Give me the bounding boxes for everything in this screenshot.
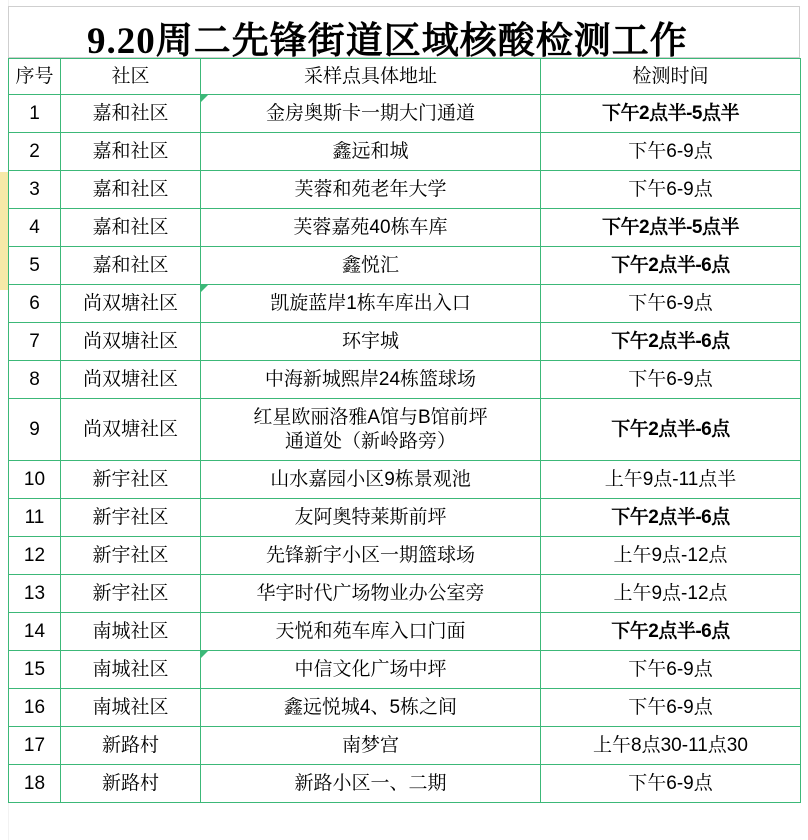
- column-header-address: 采样点具体地址: [201, 59, 541, 95]
- table-row: [9, 537, 801, 575]
- table-row: [9, 133, 801, 171]
- cell-no[interactable]: 12: [9, 537, 61, 575]
- cell-time[interactable]: 上午9点-12点: [541, 537, 801, 575]
- cell-time[interactable]: 上午8点30-11点30: [541, 727, 801, 765]
- cell-time[interactable]: 上午9点-12点: [541, 575, 801, 613]
- cell-community[interactable]: 嘉和社区: [61, 171, 201, 209]
- cell-no[interactable]: 7: [9, 323, 61, 361]
- cell-community[interactable]: 嘉和社区: [61, 133, 201, 171]
- cell-community[interactable]: 尚双塘社区: [61, 361, 201, 399]
- table-row: [9, 499, 801, 537]
- cell-no[interactable]: 13: [9, 575, 61, 613]
- table-row: [9, 361, 801, 399]
- cell-no[interactable]: 10: [9, 461, 61, 499]
- cell-address[interactable]: 环宇城: [201, 323, 541, 361]
- cell-community[interactable]: 新宇社区: [61, 499, 201, 537]
- table-row: [9, 247, 801, 285]
- cell-no[interactable]: 16: [9, 689, 61, 727]
- cell-time[interactable]: 下午6-9点: [541, 651, 801, 689]
- column-header-no: 序号: [9, 59, 61, 95]
- cell-no[interactable]: 15: [9, 651, 61, 689]
- table-row: [9, 689, 801, 727]
- cell-no[interactable]: 9: [9, 399, 61, 461]
- cell-no[interactable]: 14: [9, 613, 61, 651]
- cell-time[interactable]: 下午6-9点: [541, 689, 801, 727]
- cell-address[interactable]: 鑫悦汇: [201, 247, 541, 285]
- cell-community[interactable]: 新路村: [61, 765, 201, 803]
- cell-address[interactable]: 鑫远和城: [201, 133, 541, 171]
- cell-time[interactable]: 下午6-9点: [541, 361, 801, 399]
- cell-address[interactable]: 南梦宫: [201, 727, 541, 765]
- cell-time[interactable]: 下午2点半-6点: [541, 499, 801, 537]
- cell-no[interactable]: 5: [9, 247, 61, 285]
- cell-community[interactable]: 尚双塘社区: [61, 323, 201, 361]
- column-header-community: 社区: [61, 59, 201, 95]
- table-row: [9, 461, 801, 499]
- table-row: [9, 95, 801, 133]
- cell-community[interactable]: 南城社区: [61, 689, 201, 727]
- highlight-marker: [0, 172, 8, 290]
- cell-community[interactable]: 嘉和社区: [61, 247, 201, 285]
- table-row: [9, 323, 801, 361]
- cell-time[interactable]: 下午6-9点: [541, 285, 801, 323]
- cell-address[interactable]: 凯旋蓝岸1栋车库出入口: [201, 285, 541, 323]
- cell-community[interactable]: 新宇社区: [61, 575, 201, 613]
- page-title: 9.20周二先锋街道区域核酸检测工作: [87, 21, 688, 58]
- cell-community[interactable]: 尚双塘社区: [61, 285, 201, 323]
- cell-address[interactable]: 芙蓉和苑老年大学: [201, 171, 541, 209]
- cell-address[interactable]: 新路小区一、二期: [201, 765, 541, 803]
- cell-time[interactable]: 下午2点半-6点: [541, 247, 801, 285]
- cell-time[interactable]: 下午6-9点: [541, 171, 801, 209]
- cell-time[interactable]: 下午6-9点: [541, 765, 801, 803]
- cell-no[interactable]: 2: [9, 133, 61, 171]
- cell-address[interactable]: 山水嘉园小区9栋景观池: [201, 461, 541, 499]
- table-row: [9, 399, 801, 461]
- cell-community[interactable]: 新宇社区: [61, 461, 201, 499]
- cell-no[interactable]: 4: [9, 209, 61, 247]
- table-header: [9, 59, 801, 95]
- cell-time[interactable]: 下午2点半-6点: [541, 399, 801, 461]
- cell-community[interactable]: 南城社区: [61, 651, 201, 689]
- cell-address[interactable]: 先锋新宇小区一期篮球场: [201, 537, 541, 575]
- cell-time[interactable]: 下午6-9点: [541, 133, 801, 171]
- cell-community[interactable]: 尚双塘社区: [61, 399, 201, 461]
- cell-address[interactable]: 华宇时代广场物业办公室旁: [201, 575, 541, 613]
- cell-time[interactable]: 下午2点半-5点半: [541, 209, 801, 247]
- cell-address[interactable]: 芙蓉嘉苑40栋车库: [201, 209, 541, 247]
- table-row: [9, 613, 801, 651]
- table-row: [9, 209, 801, 247]
- cell-address[interactable]: 中信文化广场中坪: [201, 651, 541, 689]
- cell-no[interactable]: 17: [9, 727, 61, 765]
- table-row: [9, 727, 801, 765]
- cell-no[interactable]: 11: [9, 499, 61, 537]
- cell-no[interactable]: 6: [9, 285, 61, 323]
- cell-time[interactable]: 下午2点半-6点: [541, 613, 801, 651]
- cell-time[interactable]: 下午2点半-5点半: [541, 95, 801, 133]
- header-row: [9, 59, 801, 95]
- cell-no[interactable]: 3: [9, 171, 61, 209]
- table-row: [9, 765, 801, 803]
- column-header-time: 检测时间: [541, 59, 801, 95]
- cell-no[interactable]: 18: [9, 765, 61, 803]
- table-row: [9, 651, 801, 689]
- schedule-table: [8, 58, 801, 803]
- cell-time[interactable]: 下午2点半-6点: [541, 323, 801, 361]
- cell-address[interactable]: 中海新城熙岸24栋篮球场: [201, 361, 541, 399]
- cell-community[interactable]: 嘉和社区: [61, 95, 201, 133]
- cell-no[interactable]: 1: [9, 95, 61, 133]
- title-cell[interactable]: [8, 6, 800, 58]
- cell-address[interactable]: 金房奥斯卡一期大门通道: [201, 95, 541, 133]
- cell-community[interactable]: 嘉和社区: [61, 209, 201, 247]
- cell-address[interactable]: 友阿奥特莱斯前坪: [201, 499, 541, 537]
- table-body: [9, 95, 801, 803]
- cell-community[interactable]: 南城社区: [61, 613, 201, 651]
- cell-community[interactable]: 新路村: [61, 727, 201, 765]
- table-row: [9, 575, 801, 613]
- cell-address[interactable]: 鑫远悦城4、5栋之间: [201, 689, 541, 727]
- cell-time[interactable]: 上午9点-11点半: [541, 461, 801, 499]
- cell-address[interactable]: 红星欧丽洛雅A馆与B馆前坪 通道处（新岭路旁）: [201, 399, 541, 461]
- cell-address[interactable]: 天悦和苑车库入口门面: [201, 613, 541, 651]
- cell-no[interactable]: 8: [9, 361, 61, 399]
- cell-community[interactable]: 新宇社区: [61, 537, 201, 575]
- table-row: [9, 171, 801, 209]
- table-row: [9, 285, 801, 323]
